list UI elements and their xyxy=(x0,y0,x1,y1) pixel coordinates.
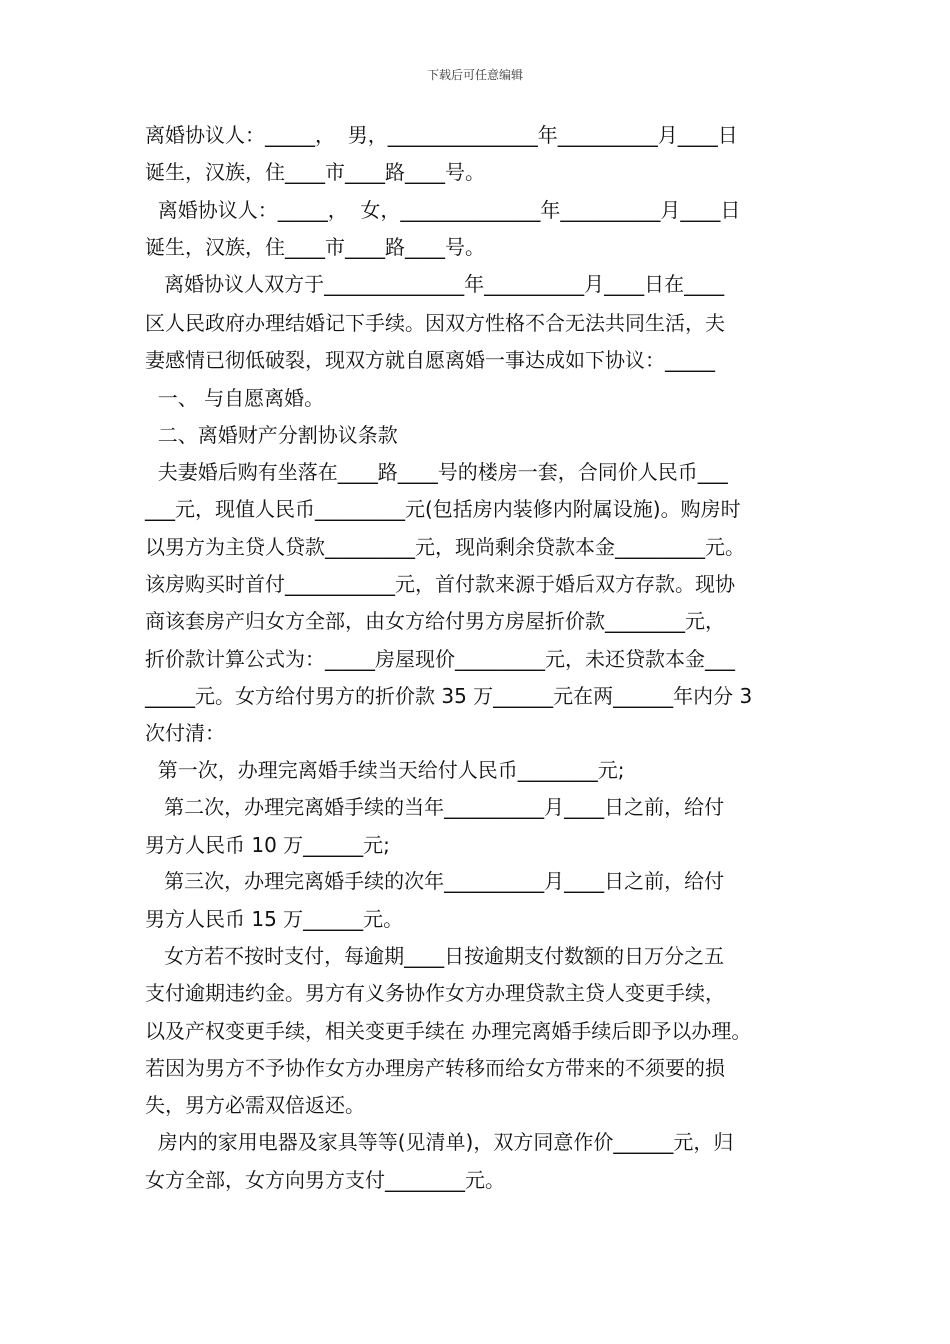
text-line: 房内的家用电器及家具等等(见清单)，双方同意作价______元，归 xyxy=(145,1130,734,1154)
text-line: 诞生，汉族，住____市____路____号。 xyxy=(145,160,485,184)
text-line: 夫妻婚后购有坐落在____路____号的楼房一套，合同价人民币___ xyxy=(145,460,728,484)
text-line: 折价款计算公式为：_____房屋现价_________元，未还贷款本金___ xyxy=(145,647,735,671)
text-line: 离婚协议人双方于______________年__________月____日在____ xyxy=(145,272,725,296)
text-line: 商该套房产归女方全部，由女方给付男方房屋折价款________元， xyxy=(145,609,725,633)
text-line: 区人民政府办理结婚记下手续。因双方性格不合无法共同生活，夫 xyxy=(145,311,725,335)
text-line: 女方全部，女方向男方支付________元。 xyxy=(145,1168,505,1192)
text-line: 失，男方必需双倍返还。 xyxy=(145,1093,365,1117)
text-line: 诞生，汉族，住____市____路____号。 xyxy=(145,235,485,259)
text-line: 该房购买时首付___________元，首付款来源于婚后双方存款。现协 xyxy=(145,572,735,596)
text-line: 女方若不按时支付，每逾期____日按逾期支付数额的日万分之五 xyxy=(145,944,725,968)
text-line: 男方人民币 10 万______元; xyxy=(145,833,390,857)
page-header: 下载后可任意编辑 xyxy=(426,68,523,82)
text-line: 第三次，办理完离婚手续的次年__________月____日之前，给付 xyxy=(145,869,725,893)
text-line: 第一次，办理完离婚手续当天给付人民币________元; xyxy=(145,758,625,782)
text-line: _____元。女方给付男方的折价款 35 万______元在两______年内分 3 xyxy=(145,684,753,708)
text-line: 离婚协议人：_____， 女，______________年__________月____日 xyxy=(145,198,741,222)
text-line: 若因为男方不予协作女方办理房产转移而给女方带来的不须要的损 xyxy=(145,1056,725,1080)
text-line: 以及产权变更手续，相关变更手续在 办理完离婚手续后即予以办理。 xyxy=(145,1019,752,1043)
text-line: 支付逾期违约金。男方有义务协作女方办理贷款主贷人变更手续， xyxy=(145,981,725,1005)
text-line: 以男方为主贷人贷款_________元，现尚剩余贷款本金_________元。 xyxy=(145,535,745,559)
text-line: ___元，现值人民币_________元(包括房内装修内附属设施)。购房时 xyxy=(145,497,741,521)
text-line: 男方人民币 15 万______元。 xyxy=(145,907,404,931)
text-line: 一、 与自愿离婚。 xyxy=(145,386,325,410)
text-line: 次付清： xyxy=(145,721,225,745)
text-line: 第二次，办理完离婚手续的当年__________月____日之前，给付 xyxy=(145,795,725,819)
text-line: 离婚协议人：_____， 男，_______________年__________月____日 xyxy=(145,123,738,147)
text-line: 妻感情已彻低破裂，现双方就自愿离婚一事达成如下协议：_____ xyxy=(145,348,715,372)
text-line: 二、离婚财产分割协议条款 xyxy=(145,423,398,447)
